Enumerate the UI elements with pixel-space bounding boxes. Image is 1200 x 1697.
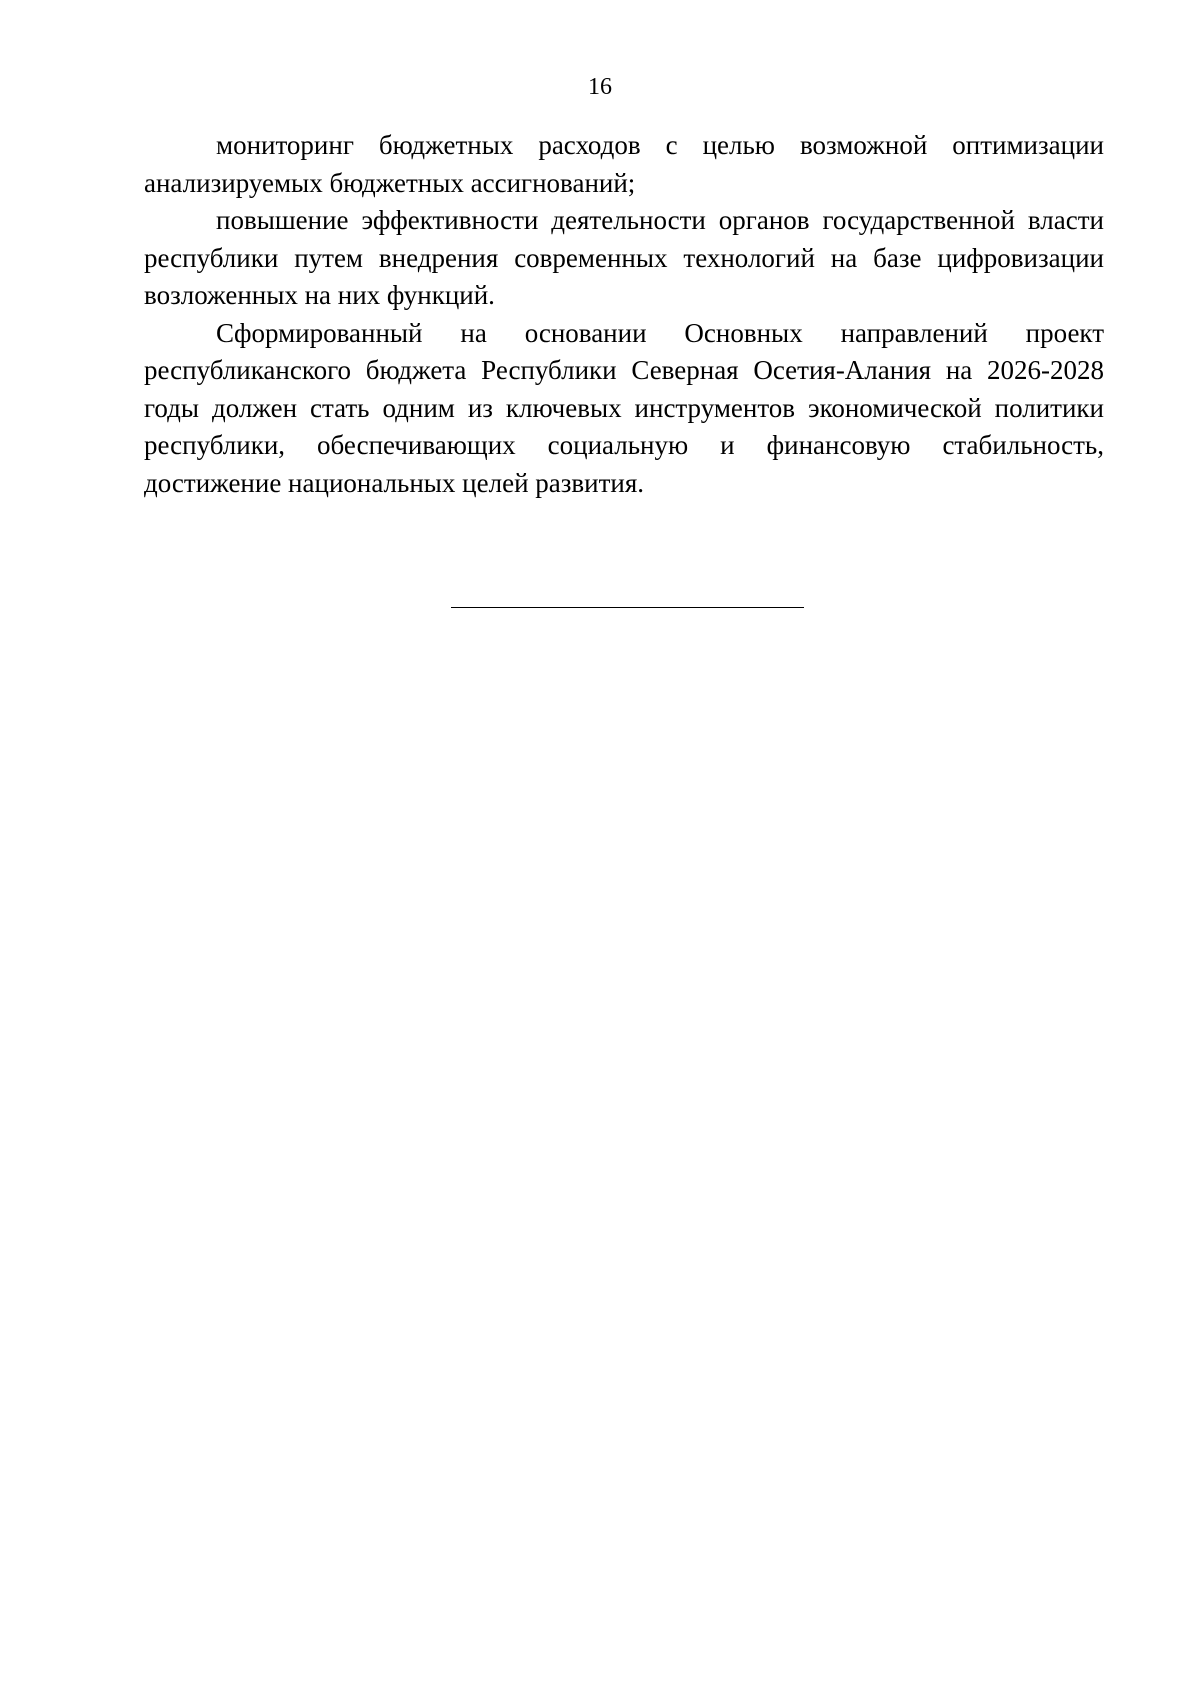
paragraph-budget-project: Сформированный на основании Основных направлений проект республиканского бюджета Республики Северная Осетия-Алания на 2026-2028 годы должен стать одним из ключевых инструментов экономической политики республики, обеспечивающих социальную и финансовую стабильность, достижение национальных целей развития. bbox=[144, 317, 1104, 498]
page-number: 16 bbox=[588, 74, 612, 100]
paragraph-monitoring: мониторинг бюджетных расходов с целью возможной оптимизации анализируемых бюджетных ассигнований; bbox=[144, 130, 1104, 198]
end-divider-line bbox=[451, 607, 804, 608]
body-text bbox=[144, 127, 1104, 502]
paragraph-efficiency: повышение эффективности деятельности органов государственной власти республики путем внедрения современных технологий на базе цифровизации возложенных на них функций. bbox=[144, 205, 1104, 310]
